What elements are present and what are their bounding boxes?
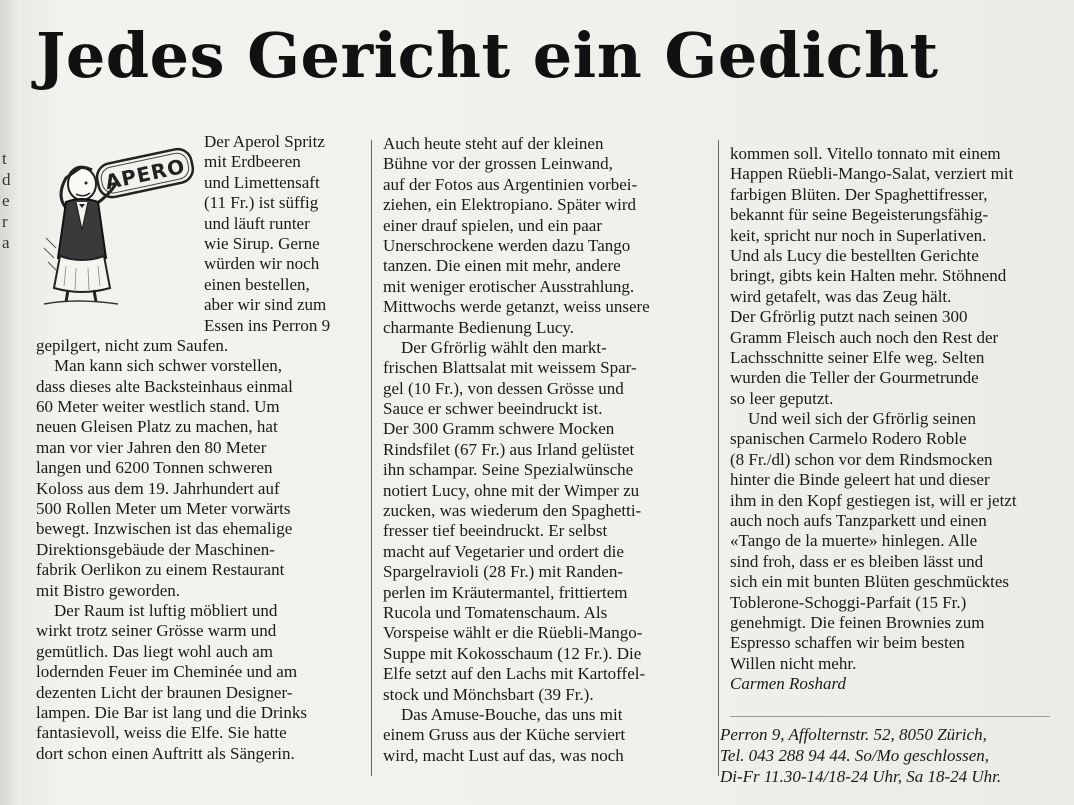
text-line: bekannt für seine Begeisterungsfähig- — [730, 205, 989, 225]
adjacent-column-fragment — [2, 148, 16, 253]
text-line: man vor vier Jahren den 80 Meter — [36, 437, 267, 457]
text-line: Der Raum ist luftig möbliert und — [54, 600, 278, 620]
text-line: so leer geputzt. — [730, 388, 834, 408]
text-line: Sauce er schwer beeindruckt ist. — [383, 399, 603, 419]
article-column-1 — [36, 132, 356, 764]
text-line: hinter die Binde geleert hat und dieser — [730, 470, 990, 490]
text-line: gepilgert, nicht zum Saufen. — [36, 335, 229, 355]
text-line: wurden die Teller der Gourmetrunde — [730, 368, 979, 388]
text-line: fantasievoll, weiss die Elfe. Sie hatte — [36, 723, 287, 743]
text-line: (11 Fr.) ist süffig — [204, 193, 319, 213]
text-line: Mittwochs werde getanzt, weiss unsere — [383, 297, 650, 317]
text-line: gemütlich. Das liegt wohl auch am — [36, 641, 273, 661]
text-line: Gramm Fleisch auch noch den Rest der — [730, 327, 999, 347]
text-line: mit weniger erotischer Ausstrahlung. — [383, 276, 635, 296]
edge-letter: r — [2, 212, 8, 231]
text-line: macht auf Vegetarier und ordert die — [383, 541, 624, 561]
text-line: mit Bistro geworden. — [36, 580, 181, 600]
text-line: (8 Fr./dl) schon vor dem Rindsmocken — [730, 449, 993, 469]
text-line: Rindsfilet (67 Fr.) aus Irland gelüstet — [383, 439, 635, 459]
article-column-2 — [383, 134, 713, 766]
text-line: wie Sirup. Gerne — [204, 233, 320, 253]
text-line: Vorspeise wählt er die Rüebli-Mango- — [383, 623, 643, 643]
text-line: Elfe setzt auf den Lachs mit Kartoffel- — [383, 664, 646, 684]
address-line: Di-Fr 11.30-14/18-24 Uhr, Sa 18-24 Uhr. — [720, 767, 1002, 786]
text-line: Rucola und Tomatenschaum. Als — [383, 602, 608, 622]
article-column-3 — [730, 144, 1065, 695]
text-line: sich ein mit bunten Blüten geschmücktes — [730, 572, 1010, 592]
address-line: Tel. 043 288 94 44. So/Mo geschlossen, — [720, 746, 990, 765]
text-line: dass dieses alte Backsteinhaus einmal — [36, 376, 293, 396]
text-line: bringt, gibts kein Halten mehr. Stöhnend — [730, 266, 1007, 286]
text-line: 60 Meter weiter westlich stand. Um — [36, 397, 280, 417]
text-line: einem Gruss aus der Küche serviert — [383, 725, 626, 745]
text-line: farbigen Blüten. Der Spaghettifresser, — [730, 184, 988, 204]
text-line: Das Amuse-Bouche, das uns mit — [401, 704, 623, 724]
text-line: Der Aperol Spritz — [204, 132, 325, 151]
text-line: Espresso schaffen wir beim besten — [730, 633, 965, 653]
text-line: charmante Bedienung Lucy. — [383, 317, 575, 337]
text-line: ihn schampar. Seine Spezialwünsche — [383, 460, 634, 480]
text-line: bewegt. Inzwischen ist das ehemalige — [36, 519, 293, 539]
text-line: genehmigt. Die feinen Brownies zum — [730, 612, 985, 632]
column-divider — [718, 140, 719, 776]
text-line: tanzen. Die einen mit mehr, andere — [383, 256, 621, 276]
text-line: einer drauf spielen, und ein paar — [383, 215, 603, 235]
text-line: Spargelravioli (28 Fr.) mit Randen- — [383, 562, 624, 582]
text-line: Und als Lucy die bestellten Gerichte — [730, 245, 979, 265]
text-line: mit Erdbeeren — [204, 152, 301, 172]
text-line: dort schon einen Auftritt als Sängerin. — [36, 743, 295, 763]
text-line: Der Gfrörlig wählt den markt- — [401, 337, 607, 357]
text-line: fabrik Oerlikon zu einem Restaurant — [36, 560, 285, 580]
edge-letter: d — [2, 170, 11, 189]
text-line: Auch heute steht auf der kleinen — [383, 134, 604, 153]
text-line: Toblerone-Schoggi-Parfait (15 Fr.) — [730, 592, 967, 612]
text-line: Koloss aus dem 19. Jahrhundert auf — [36, 478, 280, 498]
text-line: wirkt trotz seiner Grösse warm und — [36, 621, 277, 641]
text-line: perlen im Kräutermantel, frittiertem — [383, 582, 628, 602]
text-line: wird getafelt, was das Zeug hält. — [730, 286, 952, 306]
text-line: lodernden Feuer im Cheminée und am — [36, 662, 298, 682]
text-line: zucken, was wiederum den Spaghetti- — [383, 501, 642, 521]
text-line: Suppe mit Kokosschaum (12 Fr.). Die — [383, 643, 642, 663]
text-line: spanischen Carmelo Rodero Roble — [730, 429, 967, 449]
text-line: Unerschrockene werden dazu Tango — [383, 235, 631, 255]
text-line: keit, spricht nur noch in Superlativen. — [730, 225, 987, 245]
text-line: 500 Rollen Meter um Meter vorwärts — [36, 499, 291, 519]
edge-letter: e — [2, 191, 10, 210]
edge-letter: a — [2, 233, 10, 252]
sign-text: APERO — [102, 153, 188, 195]
text-line: Und weil sich der Gfrörlig seinen — [748, 409, 977, 429]
text-line: lampen. Die Bar ist lang und die Drinks — [36, 702, 308, 722]
text-line: ziehen, ein Elektropiano. Später wird — [383, 195, 637, 215]
text-line: auf der Fotos aus Argentinien vorbei- — [383, 174, 638, 194]
text-line: würden wir noch — [204, 254, 320, 274]
text-line: Carmen Roshard — [730, 674, 847, 694]
text-line: «Tango de la muerte» hinlegen. Alle — [730, 531, 978, 551]
text-line: Man kann sich schwer vorstellen, — [54, 356, 283, 376]
text-line: aber wir sind zum — [204, 295, 327, 315]
address-separator — [730, 716, 1050, 717]
text-line: ihm in den Kopf gestiegen ist, will er jetzt — [730, 490, 1017, 510]
text-line: langen und 6200 Tonnen schweren — [36, 458, 273, 478]
text-line: und Limettensaft — [204, 172, 320, 192]
address-line: Perron 9, Affolternstr. 52, 8050 Zürich, — [720, 725, 987, 744]
headline: Jedes Gericht ein Gedicht — [36, 19, 939, 92]
text-line: neuen Gleisen Platz zu machen, hat — [36, 417, 278, 437]
text-line: Der Gfrörlig putzt nach seinen 300 — [730, 307, 968, 327]
text-line: Happen Rüebli-Mango-Salat, verziert mit — [730, 164, 1014, 184]
text-line: Direktionsgebäude der Maschinen- — [36, 539, 275, 559]
text-line: Der 300 Gramm schwere Mocken — [383, 419, 615, 439]
text-line: notiert Lucy, ohne mit der Wimper zu — [383, 480, 640, 500]
text-line: Bühne vor der grossen Leinwand, — [383, 154, 613, 174]
text-line: auch noch aufs Tanzparkett und einen — [730, 511, 987, 531]
text-line: gel (10 Fr.), von dessen Grösse und — [383, 378, 624, 398]
text-line: stock und Mönchsbart (39 Fr.). — [383, 684, 594, 704]
text-line: sind froh, dass er es bleiben lässt und — [730, 551, 984, 571]
edge-letter: t — [2, 149, 7, 168]
text-line: einen bestellen, — [204, 274, 310, 294]
column-divider — [371, 140, 372, 776]
text-line: fresser tief beeindruckt. Er selbst — [383, 521, 608, 541]
text-line: wird, macht Lust auf das, was noch — [383, 745, 624, 765]
text-line: Essen ins Perron 9 — [204, 315, 331, 335]
text-line: Willen nicht mehr. — [730, 653, 857, 673]
text-line: und läuft runter — [204, 213, 310, 233]
restaurant-info — [720, 724, 1065, 787]
text-line: dezenten Licht der braunen Designer- — [36, 682, 293, 702]
adjacent-page-edge — [0, 0, 22, 805]
text-line: kommen soll. Vitello tonnato mit einem — [730, 144, 1001, 163]
text-line: frischen Blattsalat mit weissem Spar- — [383, 358, 637, 378]
text-line: Lachsschnitte seiner Elfe weg. Selten — [730, 347, 985, 367]
